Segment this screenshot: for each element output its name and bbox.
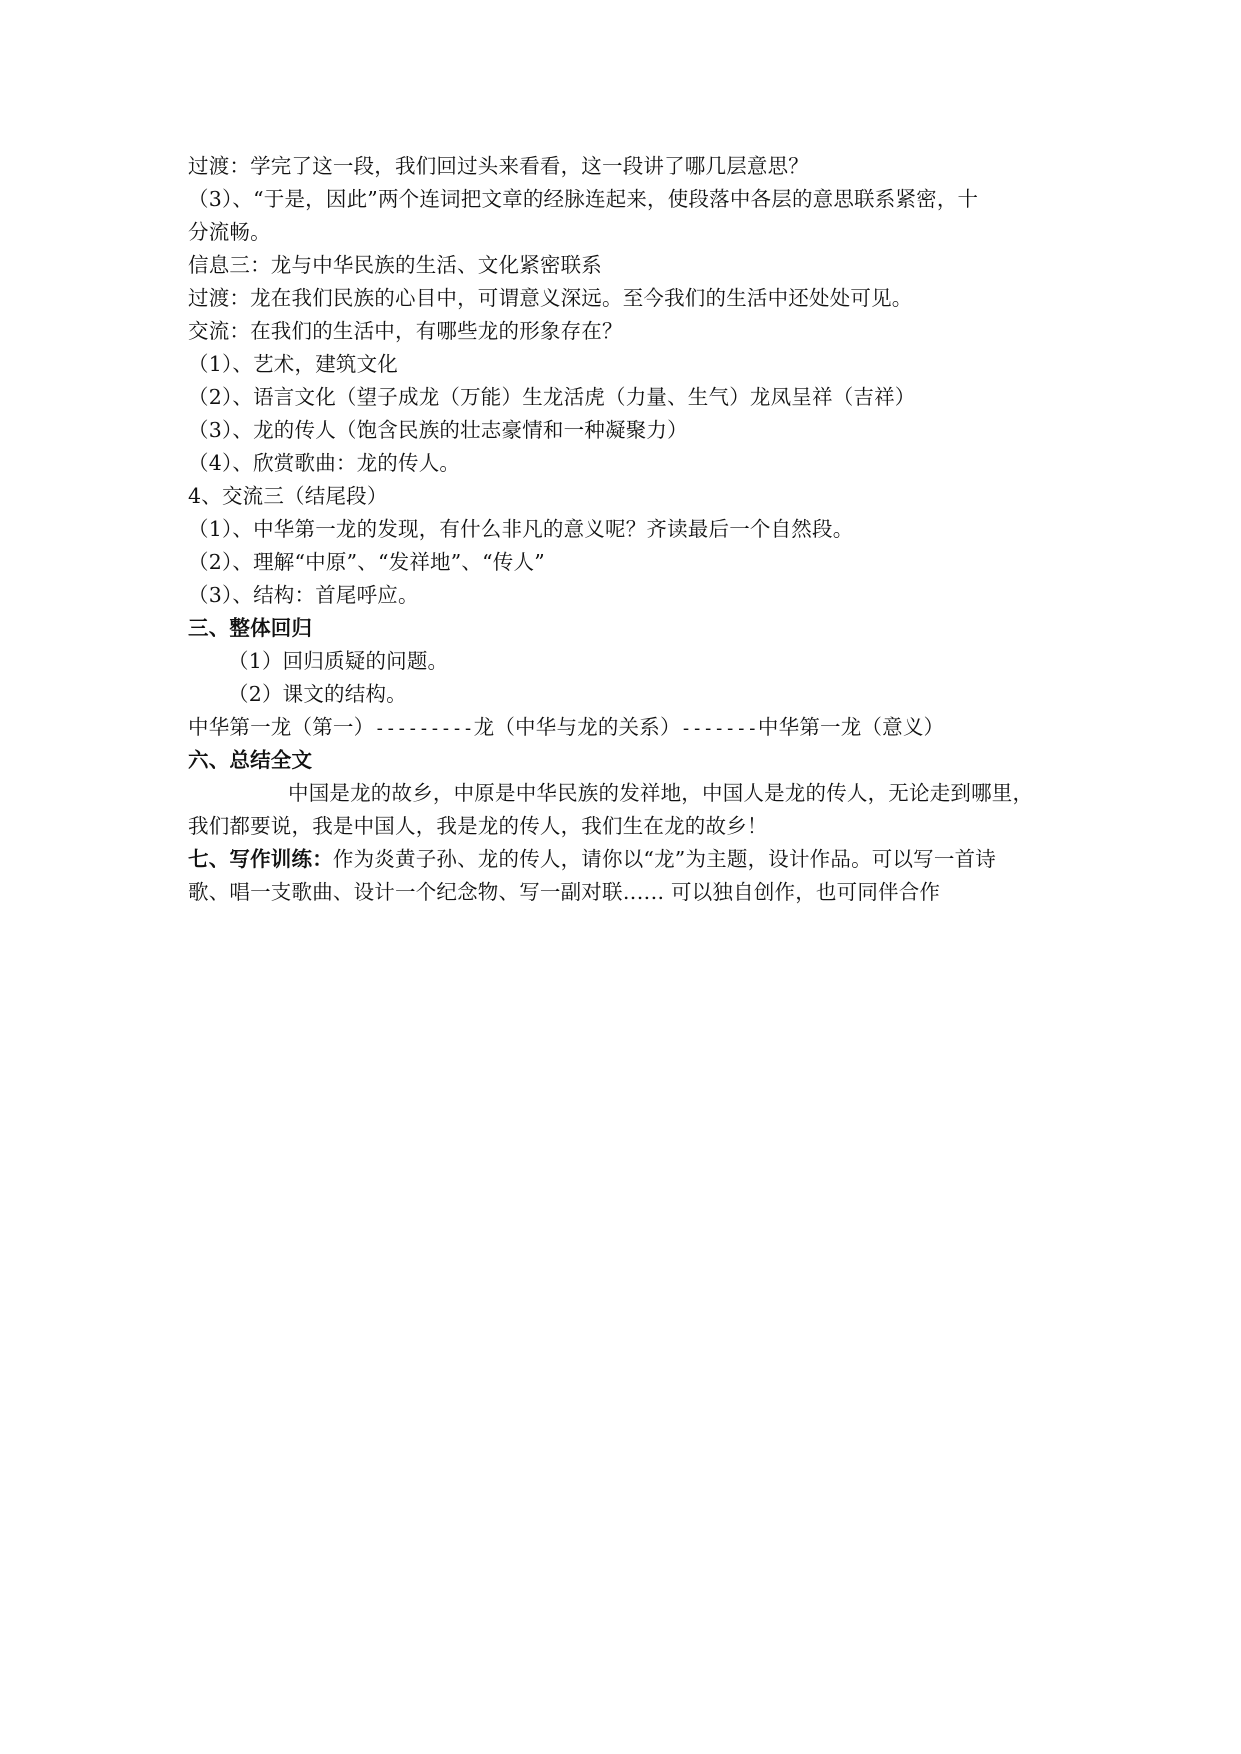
discussion-three-heading: 4、交流三（结尾段） xyxy=(188,484,388,508)
list-item-descendants: （3）、龙的传人（饱含民族的壮志豪情和一种凝聚力） xyxy=(188,418,688,442)
list-item-song: （4）、欣赏歌曲：龙的传人。 xyxy=(188,451,461,475)
structure-dash-2: ------- xyxy=(680,718,758,739)
point-3-continuation: 分流畅。 xyxy=(188,220,271,244)
structure-part-1: 中华第一龙（第一） xyxy=(188,715,375,739)
section-6-heading: 六、总结全文 xyxy=(188,748,313,772)
structure-dash-1: --------- xyxy=(374,718,474,739)
structure-line xyxy=(188,711,1068,744)
discussion-line: 交流：在我们的生活中，有哪些龙的形象存在？ xyxy=(188,319,623,343)
list-item-structure: （3）、结构：首尾呼应。 xyxy=(188,583,419,607)
list-item-understand: （2）、理解“中原”、“发祥地”、“传人” xyxy=(188,550,545,574)
document-body xyxy=(188,150,1068,909)
section-7-text-1: 作为炎黄子孙、龙的传人，请你以“龙”为主题，设计作品。可以写一首诗 xyxy=(332,847,996,871)
transition-line: 过渡：学完了这一段，我们回过头来看看，这一段讲了哪几层意思？ xyxy=(188,154,809,178)
section-7-line-1 xyxy=(188,843,1068,876)
section-3-item-1: （1）回归质疑的问题。 xyxy=(228,649,449,673)
list-item-meaning: （1）、中华第一龙的发现，有什么非凡的意义呢？齐读最后一个自然段。 xyxy=(188,517,854,541)
section-3-item-2: （2）课文的结构。 xyxy=(228,682,407,706)
point-3-line: （3）、“于是，因此”两个连词把文章的经脉连起来，使段落中各层的意思联系紧密，十 xyxy=(188,187,979,211)
section-6-line-1: 中国是龙的故乡，中原是中华民族的发祥地，中国人是龙的传人，无论走到哪里， xyxy=(288,781,1034,805)
section-3-heading: 三、整体回归 xyxy=(188,616,313,640)
section-6-line-2: 我们都要说，我是中国人，我是龙的传人，我们生在龙的故乡！ xyxy=(188,814,768,838)
transition-line-2: 过渡：龙在我们民族的心目中，可谓意义深远。至今我们的生活中还处处可见。 xyxy=(188,286,913,310)
structure-part-3: 中华第一龙（意义） xyxy=(757,715,945,739)
structure-part-2: 龙（中华与龙的关系） xyxy=(473,715,681,739)
info-three-line: 信息三：龙与中华民族的生活、文化紧密联系 xyxy=(188,253,602,277)
section-7-line-2: 歌、唱一支歌曲、设计一个纪念物、写一副对联‥‥‥ 可以独自创作，也可同伴合作 xyxy=(188,880,941,904)
list-item-language: （2）、语言文化（望子成龙（万能）生龙活虎（力量、生气）龙凤呈祥（吉祥） xyxy=(188,385,916,409)
section-7-heading: 七、写作训练： xyxy=(188,847,333,871)
list-item-art: （1）、艺术，建筑文化 xyxy=(188,352,398,376)
